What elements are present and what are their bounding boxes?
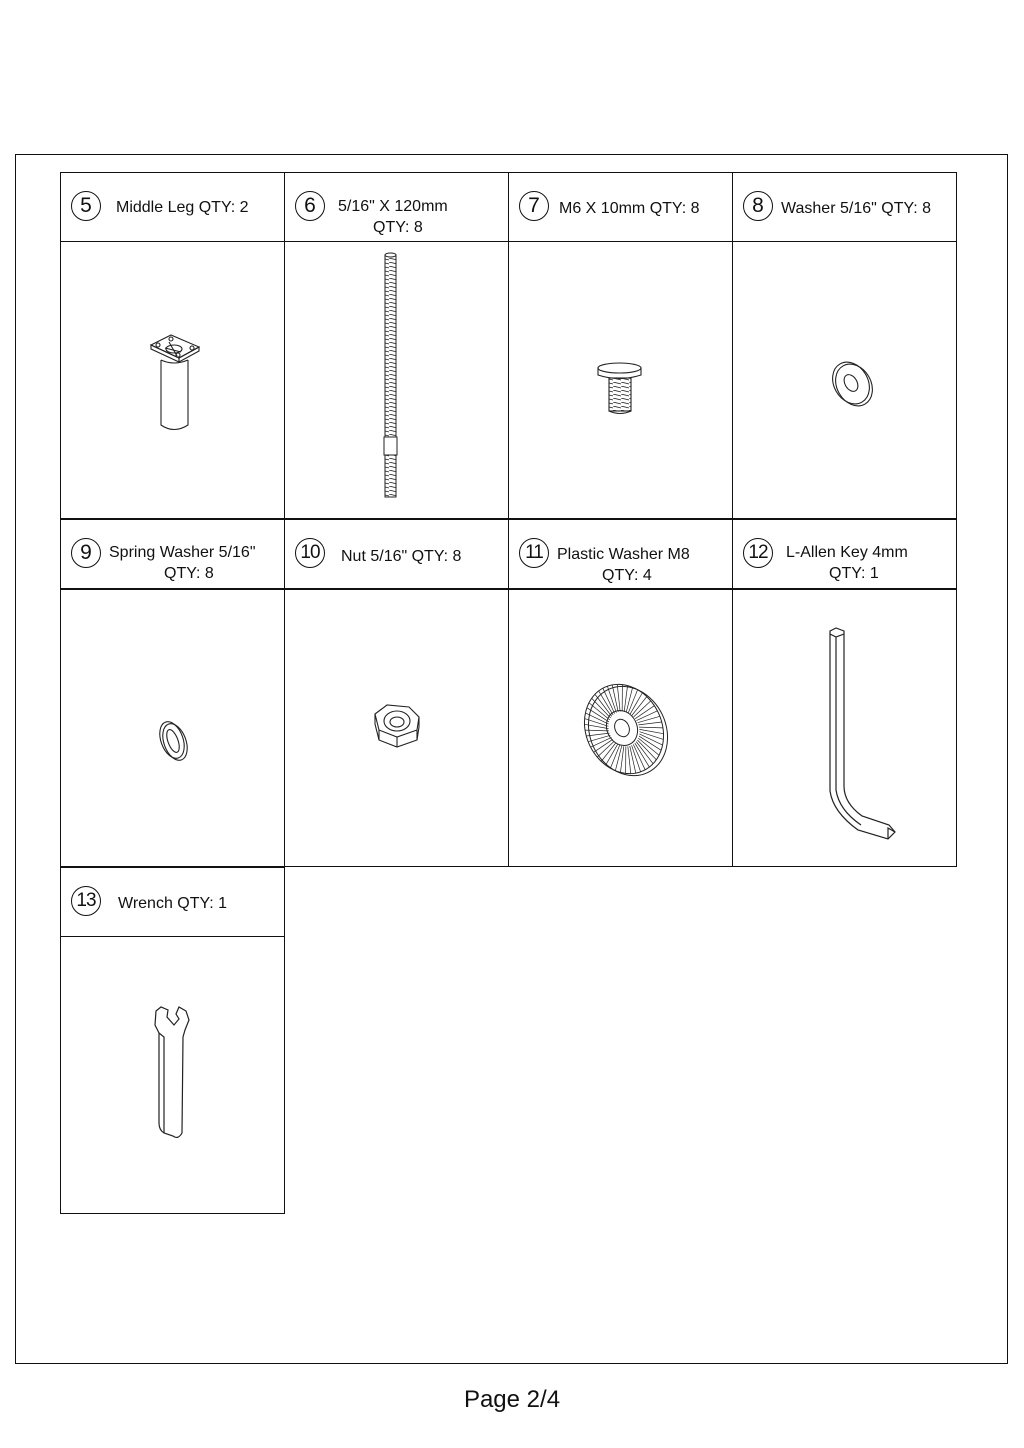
part-header-11 [508, 519, 733, 589]
part-image-6 [284, 241, 509, 519]
part-image-8 [732, 241, 957, 519]
part-image-9 [60, 589, 285, 867]
part-image-11 [508, 589, 733, 867]
part-qty: QTY: 8 [373, 219, 423, 236]
washer-icon [733, 242, 958, 520]
part-number-badge: 11 [519, 538, 549, 568]
middle-leg-icon [61, 242, 286, 520]
part-label: 5/16" X 120mm [338, 198, 448, 215]
wrench-icon [61, 937, 286, 1215]
part-label: Middle Leg QTY: 2 [116, 199, 249, 216]
part-label: Plastic Washer M8 [557, 546, 690, 563]
part-image-5 [60, 241, 285, 519]
part-qty: QTY: 8 [164, 565, 214, 582]
spring-washer-icon [61, 590, 286, 868]
part-number-badge: 9 [71, 538, 101, 568]
allen-key-icon [733, 590, 958, 868]
part-image-12 [732, 589, 957, 867]
part-header-13 [60, 867, 285, 937]
part-header-7 [508, 172, 733, 242]
threaded-rod-icon [285, 242, 510, 520]
part-header-12 [732, 519, 957, 589]
page-number: Page 2/4 [463, 1386, 561, 1413]
part-header-6 [284, 172, 509, 242]
part-qty: QTY: 1 [829, 565, 879, 582]
part-header-9 [60, 519, 285, 589]
part-number-badge: 12 [743, 538, 773, 568]
part-header-10 [284, 519, 509, 589]
part-image-7 [508, 241, 733, 519]
part-image-13 [60, 936, 285, 1214]
plastic-washer-icon [509, 590, 734, 868]
part-header-8 [732, 172, 957, 242]
part-label: Washer 5/16" QTY: 8 [781, 200, 932, 217]
nut-icon [285, 590, 510, 868]
part-label: M6 X 10mm QTY: 8 [559, 200, 700, 217]
bolt-icon [509, 242, 734, 520]
part-number-badge: 6 [295, 191, 325, 221]
part-label: Nut 5/16" QTY: 8 [341, 548, 462, 565]
part-number-badge: 7 [519, 191, 549, 221]
part-number-badge: 13 [71, 886, 101, 916]
part-label: L-Allen Key 4mm [786, 544, 908, 561]
part-number-badge: 5 [71, 191, 101, 221]
part-image-10 [284, 589, 509, 867]
part-qty: QTY: 4 [602, 567, 652, 584]
part-label: Spring Washer 5/16" [109, 544, 256, 561]
part-number-badge: 8 [743, 191, 773, 221]
part-number-badge: 10 [295, 538, 325, 568]
part-header-5 [60, 172, 285, 242]
part-label: Wrench QTY: 1 [118, 895, 228, 912]
